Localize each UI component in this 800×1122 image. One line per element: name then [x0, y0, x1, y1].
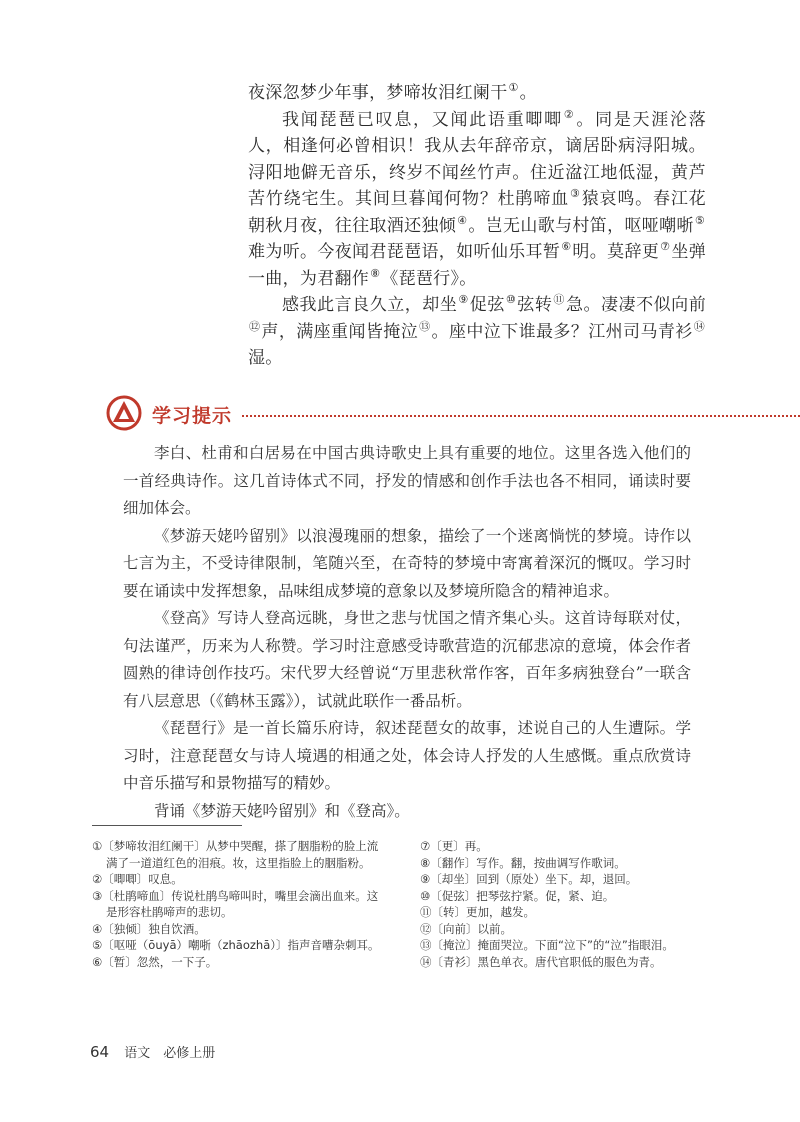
study-tips-paragraph: 背诵《梦游天姥吟留别》和《登高》。: [154, 801, 410, 820]
poem-text: 难为听。今夜闻君琵琶语，如听仙乐耳暂: [248, 242, 561, 262]
study-tips-header: [106, 395, 706, 435]
poem-text: 。岂无山歌与村笛，呕哑嘲哳: [468, 215, 694, 236]
footnote-item: ①〔梦啼妆泪红阑干〕从梦中哭醒，搽了胭脂粉的脸上流满了一道道红色的泪痕。妆，这里指脸上的胭脂粉。: [92, 839, 379, 870]
footnote-item: ⑦〔更〕再。: [420, 839, 488, 853]
poem-text: 。座中泣下谁最多？江州司马青衫: [431, 321, 693, 342]
study-tips-paragraph: 《登高》写诗人登高远眺，身世之悲与忧国之情齐集心头。这首诗每联对仗，句法谨严，历来为人称赞。学习时注意感受诗歌营造的沉郁悲凉的意境，体会作者圆熟的律诗创作技巧。宋代罗大经曾说“万里悲秋常作客，百年多病独登台”一联含有八层意思（《鹤林玉露》），试就此联作一番品析。: [123, 609, 691, 710]
poem-text: 湿。: [248, 348, 283, 368]
footnote-item: ②〔唧唧〕叹息。: [92, 872, 183, 886]
poem-text: 声，满座重闻皆掩泣: [261, 321, 419, 342]
footnote-marker[interactable]: ⑦: [660, 240, 671, 254]
poem-text: 促弦: [469, 295, 505, 315]
poem-text: 《琵琶行》。: [381, 268, 477, 289]
study-tips-title: 学习提示: [152, 405, 233, 427]
poem-text: 急。凄凄不似向前: [565, 295, 707, 315]
footnote-marker[interactable]: ⑪: [553, 293, 565, 307]
poem-text: 我闻琵琶已叹息，又闻此语重唧唧: [282, 109, 563, 130]
footnote-marker[interactable]: ⑤: [694, 213, 705, 227]
poem-text: 。同是天涯沦落人，相逢何必曾相识！我从去年辞帝京，谪居卧病浔阳城。浔阳地僻无音乐，终岁不闻丝竹声。住近湓江地低湿，黄芦苦竹绕宅生。其间旦暮闻何物？杜鹃啼血: [248, 109, 707, 209]
poem-text: 夜深忽梦少年事，梦啼妆泪红阑干: [248, 83, 508, 103]
study-tips-logo-icon: [106, 395, 142, 431]
study-tips-paragraph: 李白、杜甫和白居易在中国古典诗歌史上具有重要的地位。这里各选入他们的一首经典诗作。这几首诗体式不同，抒发的情感和创作手法也各不相同，诵读时要细加体会。: [123, 444, 691, 517]
poem-paragraph: [248, 107, 706, 293]
footnote-item: ⑥〔暂〕忽然，一下子。: [92, 954, 218, 969]
footnote-marker[interactable]: ⑥: [561, 240, 572, 254]
poem-text: 。: [519, 83, 537, 103]
footnote-marker[interactable]: ⑭: [693, 319, 706, 333]
footnote-marker[interactable]: ⑨: [458, 293, 469, 307]
footnote-item: ⑬〔掩泣〕掩面哭泣。下面“泣下”的“泣”指眼泪。: [420, 938, 674, 952]
footnote-marker[interactable]: ①: [508, 81, 519, 95]
footnote-marker[interactable]: ②: [563, 107, 574, 121]
footnote-item: ⑩〔促弦〕把琴弦拧紧。促，紧、迫。: [420, 888, 615, 903]
poem-excerpt: [248, 80, 706, 372]
footnote-item: ⑫〔向前〕以前。: [420, 921, 512, 936]
footnote-marker[interactable]: ⑧: [370, 266, 381, 280]
footnote-item: ④〔独倾〕独自饮酒。: [92, 921, 206, 936]
footnote-rule: [92, 825, 242, 826]
poem-text: 感我此言良久立，却坐: [282, 295, 458, 315]
footnotes-right-column: [420, 838, 720, 970]
footnotes-left-column: [92, 838, 382, 970]
poem-text: 猿哀鸣。春江花朝秋月夜，往往取酒还独倾: [248, 189, 706, 236]
poem-text: 坐弹一曲，为君翻作: [248, 242, 707, 289]
poem-paragraph: [248, 292, 706, 372]
poem-text: 弦转: [517, 295, 553, 315]
footnote-item: ⑨〔却坐〕回到（原处）坐下。却，退回。: [420, 872, 638, 886]
footnote-marker[interactable]: ⑩: [505, 293, 517, 307]
poem-paragraph: [248, 80, 706, 107]
footnote-item: ③〔杜鹃啼血〕传说杜鹃鸟啼叫时，嘴里会滴出血来。这是形容杜鹃啼声的悲切。: [92, 888, 379, 919]
page-number: 64: [90, 1043, 110, 1061]
study-tips-body: [123, 440, 691, 825]
footnote-marker[interactable]: ④: [457, 213, 468, 227]
footnote-marker[interactable]: ⑬: [419, 319, 431, 333]
footnote-item: ⑭〔青衫〕黑色单衣。唐代官职低的服色为青。: [420, 954, 662, 969]
page-footer: [90, 1042, 215, 1061]
poem-text: 明。莫辞更: [572, 242, 660, 262]
footnote-item: ⑧〔翻作〕写作。翻，按曲调写作歌词。: [420, 855, 626, 870]
footnote-item: ⑪〔转〕更加，越发。: [420, 905, 535, 919]
book-title: 语文 必修上册: [124, 1046, 216, 1061]
study-tips-paragraph: 《琵琶行》是一首长篇乐府诗，叙述琵琶女的故事，述说自己的人生遭际。学习时，注意琵琶女与诗人境遇的相通之处，体会诗人抒发的人生感慨。重点欣赏诗中音乐描写和景物描写的精妙。: [123, 719, 691, 792]
dotted-divider: [242, 415, 800, 417]
footnote-item: ⑤〔呕哑（ōuyā）嘲哳（zhāozhā）〕指声音嘈杂刺耳。: [92, 938, 380, 952]
footnote-marker[interactable]: ⑫: [249, 319, 261, 333]
study-tips-paragraph: 《梦游天姥吟留别》以浪漫瑰丽的想象，描绘了一个迷离惝恍的梦境。诗作以七言为主，不受诗律限制，笔随兴至，在奇特的梦境中寄寓着深沉的慨叹。学习时要在诵读中发挥想象，品味组成梦境的意象以及梦境所隐含的精神追求。: [123, 526, 691, 600]
footnote-marker[interactable]: ③: [569, 187, 581, 201]
